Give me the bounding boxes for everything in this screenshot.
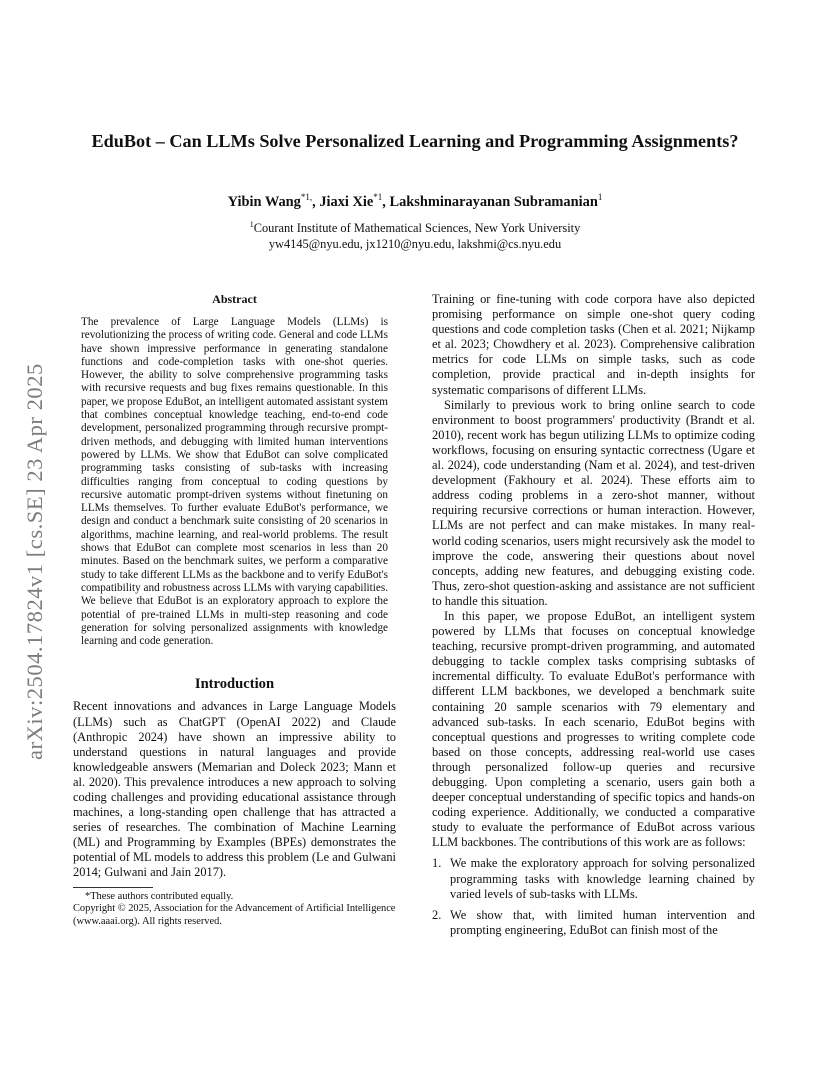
author-name: Yibin Wang — [227, 193, 301, 210]
left-column — [73, 292, 396, 928]
author-mark: 1 — [597, 192, 603, 202]
right-column — [432, 292, 755, 944]
list-item-text: We show that, with limited human intervention and prompting engineering, EduBot can finish most of the — [450, 907, 755, 937]
list-item — [432, 856, 755, 901]
affiliation-mark: 1 — [249, 220, 254, 229]
intro-paragraph-1-continued: Training or fine-tuning with code corpora have also depicted promising performance on simple one-shot query coding questions and code completion tasks (Chen et al. 2021; Nijkamp et al. 2023; Chowdhery et al. 2023). Comprehensive calibration metrics for code LLMs on simple tasks, such as code completion, provide practical and in-depth insights for systematic comparisons of different LLMs. — [432, 292, 755, 397]
author-mark: *1, — [300, 192, 313, 202]
intro-paragraph-2: Similarly to previous work to bring online search to code environment to boost programmers' productivity (Brandt et al. 2010), recent work has begun utilizing LLMs to optimize coding workflows, focusing on ensuring syntactic correctness (Ugare et al. 2024), code understanding (Nam et al. 2024), and test-driven development (Fakhoury et al. 2024). These efforts aim to address coding problems in a zero-shot manner, without requiring recursive corrections or human interaction. However, LLMs are not perfect and can make mistakes. In many real-world coding scenarios, users might recursively ask the model to improve the code, answering their questions about novel concepts, adding new features, and debugging existing code. Thus, zero-shot question-asking and assistance are not sufficient to handle this situation. — [432, 397, 755, 608]
list-item-number: 2. — [432, 907, 442, 922]
affiliation-line — [90, 217, 740, 236]
intro-paragraph-3: In this paper, we propose EduBot, an intelligent system powered by LLMs that focuses on conceptual knowledge teaching, recursive prompt-driven programming, and automated debugging to tackle complex tasks comprising subtasks of incremental difficulty. To evaluate EduBot's performance with different LLM backbones, we developed a benchmark suite containing 20 sample scenarios with 79 elementary and advanced sub-tasks. In each scenario, EduBot begins with conceptual questions and progresses to writing complete code based on those concepts, addressing real-world use cases through personalized follow-up queries and recursive debugging. Upon completing a scenario, users gain both a deeper conceptual understanding of specific topics and hands-on coding experience. Additionally, we conducted a comparative study to evaluate the performance of EduBot across various LLM backbones. The contributions of this work are as follows: — [432, 608, 755, 850]
author-separator: , — [312, 193, 320, 210]
author-list — [90, 192, 740, 211]
list-item-text: We make the exploratory approach for solving personalized programming tasks with knowledge learning chained by varied levels of sub-tasks with LLMs. — [450, 856, 755, 901]
abstract-text: The prevalence of Large Language Models (LLMs) is revolutionizing the process of writing code. General and code LLMs have shown impressive performance in generating standalone functions and code-completion tasks with one-shot queries. However, the ability to solve comprehensive programming tasks with recursive requests and bug fixes remains questionable. In this paper, we propose EduBot, an intelligent automated assistant system that combines conceptual knowledge teaching, end-to-end code development, personalized programming through recursive prompt-driven methods, and debugging with limited human interventions powered by LLMs. We show that EduBot can solve complicated programming tasks consisting of sub-tasks with increasing difficulties ranging from conceptual to coding questions by recursive automatic prompt-driven systems without finetuning on LLMs themselves. To further evaluate EduBot's performance, we design and conduct a benchmark suite consisting of 20 scenarios in algorithms, machine learning, and real-world problems. The result shows that EduBot can complete most scenarios in less than 20 minutes. Based on the benchmark suites, we perform a comparative study to take different LLMs as the backbone and to verify EduBot's compatibility and robustness across LLMs with varying capabilities. We believe that EduBot is an exploratory approach to explore the potential of pre-trained LLMs in multi-step reasoning and code generation for solving personalized assignments with knowledge learning and code generation. — [81, 316, 388, 648]
affiliation-institution: Courant Institute of Mathematical Sciences, New York University — [253, 221, 581, 236]
author-separator: , — [382, 193, 390, 210]
contributions-list — [432, 856, 755, 937]
footnote-equal-contribution: *These authors contributed equally. — [85, 890, 234, 902]
footnote-divider — [73, 887, 153, 888]
author-name: Jiaxi Xie — [319, 193, 374, 210]
author-name: Lakshminarayanan Subramanian — [389, 193, 598, 210]
list-item — [432, 908, 755, 938]
list-item-number: 1. — [432, 856, 442, 871]
affiliation-block — [90, 217, 740, 252]
paper-title: EduBot – Can LLMs Solve Personalized Learning and Programming Assignments? — [91, 131, 739, 151]
author-mark: *1 — [373, 192, 383, 202]
arxiv-identifier: arXiv:2504.17824v1 [cs.SE] 23 Apr 2025 — [22, 363, 47, 760]
abstract-heading: Abstract — [212, 292, 257, 306]
footnote-copyright: Copyright © 2025, Association for the Advancement of Artificial Intelligence (www.aaai.org). All rights reserved. — [73, 903, 396, 927]
author-emails: yw4145@nyu.edu, jx1210@nyu.edu, lakshmi@cs.nyu.edu — [268, 237, 562, 252]
introduction-heading: Introduction — [194, 676, 275, 693]
intro-paragraph-1: Recent innovations and advances in Large Language Models (LLMs) such as ChatGPT (OpenAI 2022) and Claude (Anthropic 2024) have shown an impressive ability to understand questions in natural languages and provide knowledgeable answers (Memarian and Doleck 2023; Mann et al. 2020). This prevalence introduces a new approach to solving coding challenges and providing educational assistance through machines, a long-standing open challenge that has attracted a series of researches. The combination of Machine Learning (ML) and Programming by Examples (BPEs) demonstrates the potential of ML models to address this problem (Le and Gulwani 2014; Gulwani and Jain 2017). — [73, 699, 396, 880]
